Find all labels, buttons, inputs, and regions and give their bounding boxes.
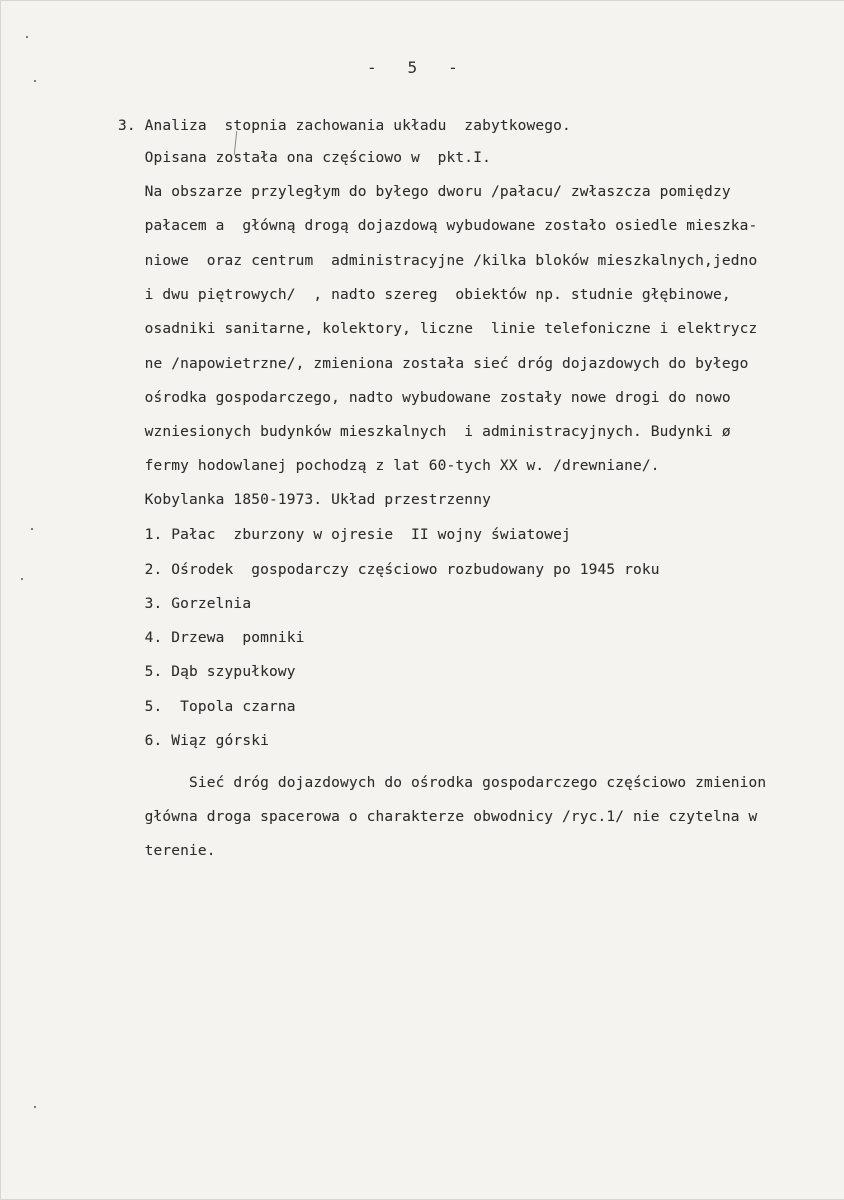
text-line: niowe oraz centrum administracyjne /kilka bloków mieszkalnych,jedno [118,253,758,269]
list-item: 1. Pałac zburzony w ojresie II wojny światowej [118,527,571,543]
text-line: i dwu piętrowych/ , nadto szereg obiektów np. studnie głębinowe, [118,287,731,303]
list-item: 5. Dąb szypułkowy [118,664,296,680]
text-line: fermy hodowlanej pochodzą z lat 60-tych XX w. /drewniane/. [118,458,660,474]
text-line: ne /napowietrzne/, zmieniona została sieć dróg dojazdowych do byłego [118,356,749,372]
page-number: - 5 - [367,58,459,77]
text-line: wzniesionych budynków mieszkalnych i administracyjnych. Budynki ø [118,424,731,440]
list-item: 4. Drzewa pomniki [118,630,305,646]
scan-speck [26,36,28,38]
list-item: 3. Gorzelnia [118,596,252,612]
scan-speck [31,528,33,530]
text-line: główna droga spacerowa o charakterze obwodnicy /ryc.1/ nie czytelna w [118,809,758,825]
section-heading: 3. Analiza stopnia zachowania układu zabytkowego. [118,118,571,134]
text-line: Sieć dróg dojazdowych do ośrodka gospodarczego częściowo zmienion [118,775,767,791]
text-line: terenie. [118,843,216,859]
text-line: ośrodka gospodarczego, nadto wybudowane zostały nowe drogi do nowo [118,390,731,406]
list-item: 6. Wiąz górski [118,733,269,749]
text-line: pałacem a główną drogą dojazdową wybudowane zostało osiedle mieszka- [118,218,758,234]
scan-speck [21,578,23,580]
text-line: Kobylanka 1850-1973. Układ przestrzenny [118,492,491,508]
scan-speck [34,1106,36,1108]
scan-speck [34,80,36,82]
text-line: Na obszarze przyległym do byłego dworu /pałacu/ zwłaszcza pomiędzy [118,184,731,200]
text-line: Opisana została ona częściowo w pkt.I. [118,150,491,166]
text-line: osadniki sanitarne, kolektory, liczne linie telefoniczne i elektrycz [118,321,758,337]
list-item: 5. Topola czarna [118,699,296,715]
list-item: 2. Ośrodek gospodarczy częściowo rozbudowany po 1945 roku [118,562,660,578]
